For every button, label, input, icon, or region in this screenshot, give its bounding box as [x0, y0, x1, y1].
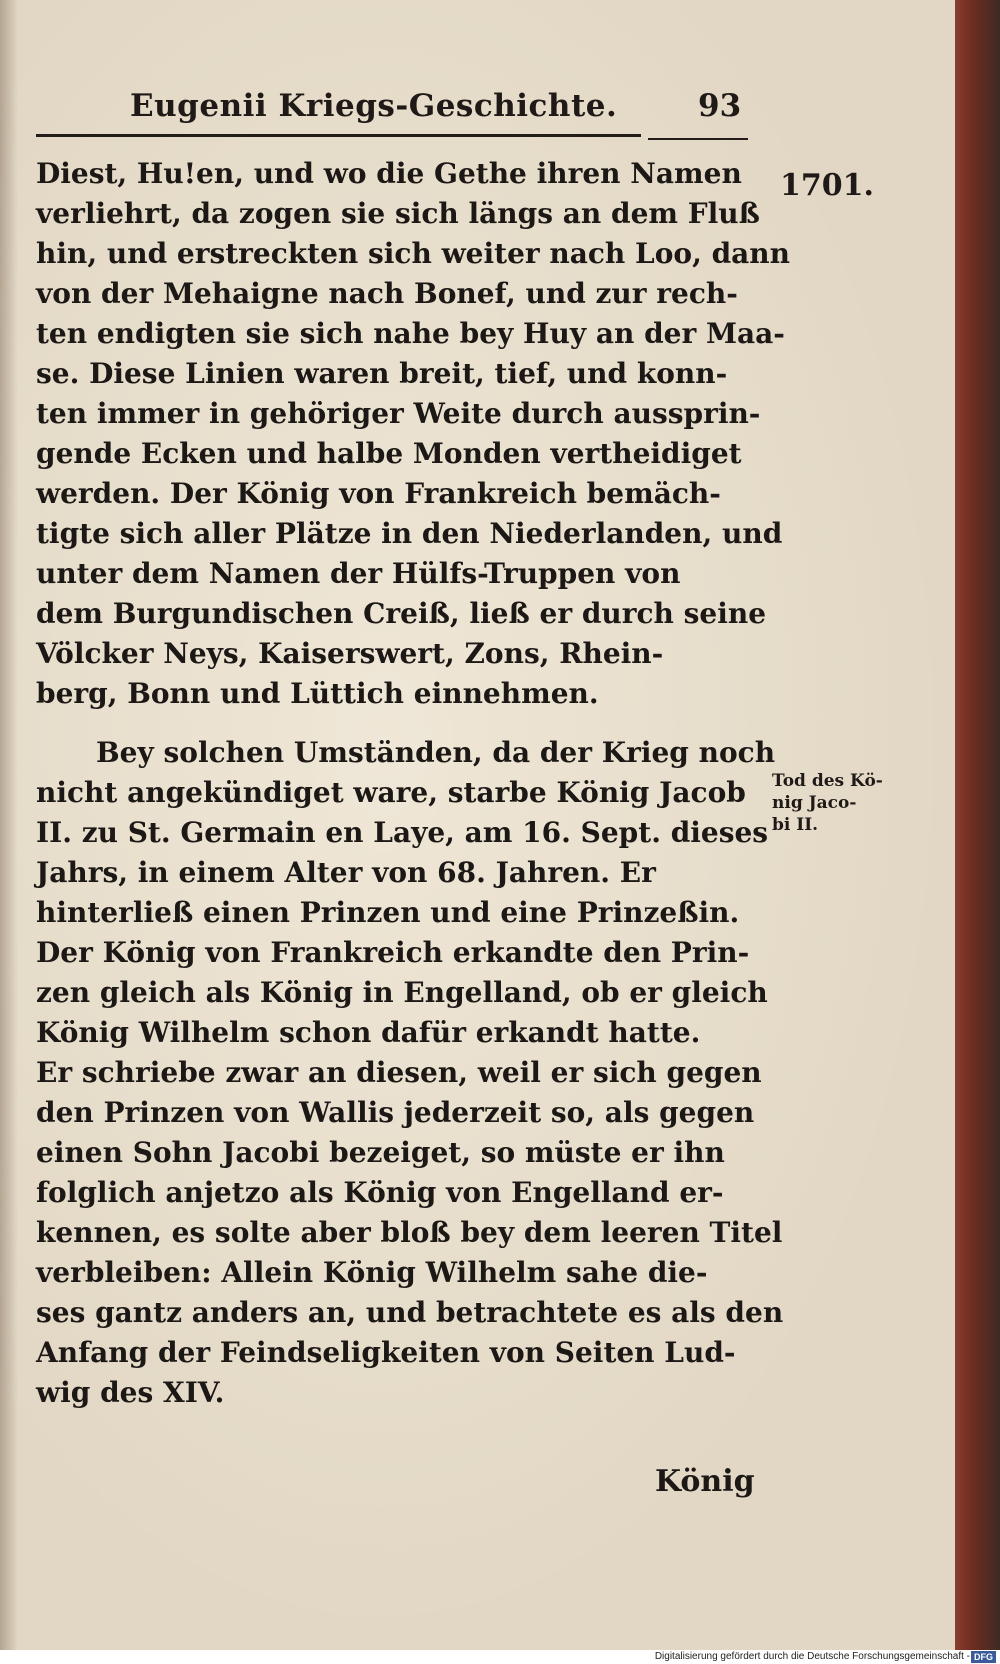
text-line: ses gantz anders an, und betrachtete es als den: [36, 1296, 784, 1329]
text-line: II. zu St. Germain en Laye, am 16. Sept. dieses: [36, 816, 769, 849]
text-line: Völcker Neys, Kaiserswert, Zons, Rhein-: [36, 637, 664, 670]
text-line: Bey solchen Umständen, da der Krieg noch: [96, 736, 776, 769]
side-note-line: nig Jaco-: [772, 793, 857, 813]
text-line: hinterließ einen Prinzen und eine Prinzeßin.: [36, 896, 740, 929]
running-head: Eugenii Kriegs-Geschichte.: [130, 88, 618, 124]
text-line: verliehrt, da zogen sie sich längs an dem Fluß: [36, 197, 760, 230]
page-number: 93: [698, 88, 742, 124]
text-line: von der Mehaigne nach Bonef, und zur rech-: [36, 277, 738, 310]
text-line: tigte sich aller Plätze in den Niederlanden, und: [36, 517, 783, 550]
text-line: gende Ecken und halbe Monden vertheidiget: [36, 437, 742, 470]
text-line: ten endigten sie sich nahe bey Huy an der Maa-: [36, 317, 785, 350]
body-text: [36, 154, 791, 1413]
paragraph-2: [36, 733, 784, 1413]
margin-year: 1701.: [780, 168, 874, 203]
digitization-credit: Digitalisierung gefördert durch die Deutsche Forschungsgemeinschaft -: [654, 1651, 970, 1662]
margin-side-note: [772, 770, 922, 836]
text-line: wig des XIV.: [36, 1376, 225, 1409]
text-line: folglich anjetzo als König von Engelland er-: [36, 1176, 724, 1209]
text-line: dem Burgundischen Creiß, ließ er durch seine: [36, 597, 767, 630]
side-note-line: bi II.: [772, 815, 819, 835]
text-line: werden. Der König von Frankreich bemäch-: [36, 477, 721, 510]
text-line: Anfang der Feindseligkeiten von Seiten Lud-: [36, 1336, 736, 1369]
paragraph-1: [36, 154, 791, 714]
text-line: unter dem Namen der Hülfs-Truppen von: [36, 557, 681, 590]
text-line: Er schriebe zwar an diesen, weil er sich gegen: [36, 1056, 762, 1089]
text-line: kennen, es solte aber bloß bey dem leeren Titel: [36, 1216, 783, 1249]
text-line: König Wilhelm schon dafür erkandt hatte.: [36, 1016, 701, 1049]
book-cover-edge: [955, 0, 1000, 1650]
text-line: ten immer in gehöriger Weite durch aussprin-: [36, 397, 761, 430]
text-line: hin, und erstreckten sich weiter nach Loo, dann: [36, 237, 791, 270]
text-line: verbleiben: Allein König Wilhelm sahe die-: [36, 1256, 708, 1289]
text-line: den Prinzen von Wallis jederzeit so, als gegen: [36, 1096, 755, 1129]
text-line: berg, Bonn und Lüttich einnehmen.: [36, 677, 599, 710]
header-rule-short: [648, 138, 748, 140]
text-line: Diest, Hu!en, und wo die Gethe ihren Namen: [36, 157, 742, 190]
dfg-logo: DFG: [971, 1651, 996, 1663]
text-line: se. Diese Linien waren breit, tief, und konn-: [36, 357, 728, 390]
text-line: nicht angekündiget ware, starbe König Jacob: [36, 776, 746, 809]
side-note-line: Tod des Kö-: [772, 771, 883, 791]
text-line: Der König von Frankreich erkandte den Prin-: [36, 936, 750, 969]
catchword: König: [655, 1464, 755, 1499]
header-rule: [36, 134, 641, 137]
page-gutter-shadow: [0, 0, 18, 1650]
text-line: zen gleich als König in Engelland, ob er gleich: [36, 976, 768, 1009]
text-line: einen Sohn Jacobi bezeiget, so müste er ihn: [36, 1136, 725, 1169]
text-line: Jahrs, in einem Alter von 68. Jahren. Er: [36, 856, 656, 889]
